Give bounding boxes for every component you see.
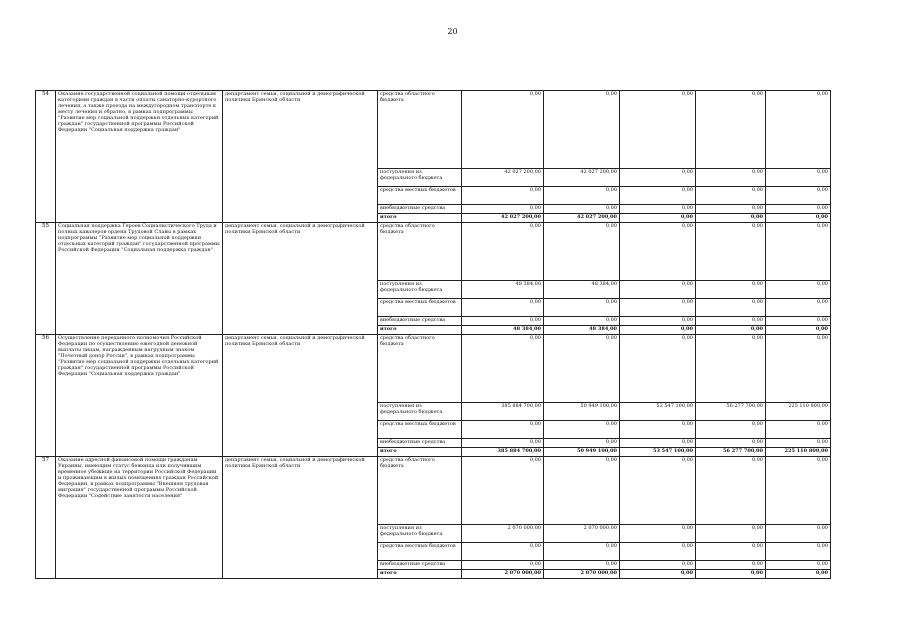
amount-cell: 0,00 xyxy=(766,317,831,326)
amount-cell: 56 277 700,00 xyxy=(696,448,766,457)
responsible-department: департамент семьи, социальной и демографической политики Брянской области xyxy=(223,457,378,579)
amount-cell: 0,00 xyxy=(696,570,766,579)
amount-cell: 0,00 xyxy=(696,223,766,281)
amount-cell: 0,00 xyxy=(766,326,831,335)
amount-cell: 0,00 xyxy=(620,223,696,281)
amount-cell: 0,00 xyxy=(696,326,766,335)
amount-cell: 0,00 xyxy=(544,205,620,214)
funding-source: поступления из федерального бюджета xyxy=(378,525,462,543)
responsible-department: департамент семьи, социальной и демографической политики Брянской области xyxy=(223,335,378,457)
funding-source: внебюджетные средства xyxy=(378,317,462,326)
funding-source: внебюджетные средства xyxy=(378,439,462,448)
funding-source: итого xyxy=(378,326,462,335)
amount-cell: 0,00 xyxy=(766,281,831,299)
page-number: 20 xyxy=(447,27,458,36)
amount-cell: 50 949 100,00 xyxy=(544,403,620,421)
item-number: 57 xyxy=(36,457,56,579)
amount-cell: 0,00 xyxy=(620,457,696,525)
table-row xyxy=(36,223,831,281)
funding-source: средства местных бюджетов xyxy=(378,421,462,439)
item-number: 56 xyxy=(36,335,56,457)
amount-cell: 0,00 xyxy=(544,421,620,439)
amount-cell: 2 070 000,00 xyxy=(544,570,620,579)
amount-cell: 0,00 xyxy=(620,214,696,223)
amount-cell: 0,00 xyxy=(544,335,620,403)
amount-cell: 385 884 700,00 xyxy=(462,448,544,457)
amount-cell: 0,00 xyxy=(696,561,766,570)
amount-cell: 0,00 xyxy=(544,187,620,205)
amount-cell: 0,00 xyxy=(766,457,831,525)
amount-cell: 0,00 xyxy=(696,421,766,439)
funding-source: средства областного бюджета xyxy=(378,335,462,403)
measure-name: Оказание государственной социальной помощи отдельным категориям граждан в части оплаты санаторно-курортного лечения, а также проезда на междугородном транспорте к месту лечения и обратно, в рамках подпрограммы "Развитие мер социальной поддержки отдельных категорий граждан" государственной программы Российской Федерации "Социальная поддержка граждан" xyxy=(56,91,223,223)
amount-cell: 0,00 xyxy=(696,317,766,326)
amount-cell: 0,00 xyxy=(696,439,766,448)
amount-cell: 225 110 800,00 xyxy=(766,403,831,421)
amount-cell: 0,00 xyxy=(766,223,831,281)
amount-cell: 0,00 xyxy=(620,439,696,448)
funding-source: внебюджетные средства xyxy=(378,561,462,570)
amount-cell: 0,00 xyxy=(620,281,696,299)
amount-cell: 0,00 xyxy=(766,561,831,570)
amount-cell: 0,00 xyxy=(462,205,544,214)
amount-cell: 0,00 xyxy=(544,317,620,326)
amount-cell: 56 277 700,00 xyxy=(696,403,766,421)
amount-cell: 0,00 xyxy=(696,299,766,317)
amount-cell: 53 547 100,00 xyxy=(620,448,696,457)
table-row xyxy=(36,457,831,525)
amount-cell: 0,00 xyxy=(696,335,766,403)
amount-cell: 385 884 700,00 xyxy=(462,403,544,421)
amount-cell: 0,00 xyxy=(544,91,620,169)
amount-cell: 0,00 xyxy=(696,281,766,299)
amount-cell: 0,00 xyxy=(620,91,696,169)
amount-cell: 0,00 xyxy=(544,439,620,448)
responsible-department: департамент семьи, социальной и демографической политики Брянской области xyxy=(223,91,378,223)
amount-cell: 48 384,00 xyxy=(462,326,544,335)
amount-cell: 0,00 xyxy=(462,317,544,326)
amount-cell: 0,00 xyxy=(696,525,766,543)
amount-cell: 0,00 xyxy=(544,543,620,561)
measure-name: Социальная поддержка Героев Социалистического Труда и полных кавалеров ордена Трудовой Славы в рамках подпрограммы "Развитие мер социальной поддержки отдельных категорий граждан" государственной программы Российской Федерации "Социальная поддержка граждан" xyxy=(56,223,223,335)
measure-name: Оказание адресной финансовой помощи гражданам Украины, имеющим статус беженца или получившим временное убежище на территории Российской Федерации и проживающим в жилых помещениях граждан Российской Федерации, в рамках подпрограммы "Внешняя трудовая миграция" государственной программы Российской Федерации "Содействие занятости населения" xyxy=(56,457,223,579)
amount-cell: 0,00 xyxy=(766,169,831,187)
amount-cell: 0,00 xyxy=(462,457,544,525)
funding-source: средства областного бюджета xyxy=(378,91,462,169)
amount-cell: 0,00 xyxy=(620,317,696,326)
amount-cell: 0,00 xyxy=(462,561,544,570)
amount-cell: 0,00 xyxy=(462,439,544,448)
amount-cell: 0,00 xyxy=(620,525,696,543)
amount-cell: 0,00 xyxy=(766,187,831,205)
amount-cell: 0,00 xyxy=(620,205,696,214)
funding-source: итого xyxy=(378,214,462,223)
funding-source: поступления из федерального бюджета xyxy=(378,169,462,187)
funding-source: средства местных бюджетов xyxy=(378,187,462,205)
funding-source: поступления из федерального бюджета xyxy=(378,281,462,299)
amount-cell: 0,00 xyxy=(766,91,831,169)
amount-cell: 0,00 xyxy=(620,169,696,187)
amount-cell: 225 110 800,00 xyxy=(766,448,831,457)
table-row xyxy=(36,91,831,169)
amount-cell: 0,00 xyxy=(696,187,766,205)
funding-source: средства областного бюджета xyxy=(378,457,462,525)
amount-cell: 0,00 xyxy=(620,543,696,561)
amount-cell: 0,00 xyxy=(766,421,831,439)
item-number: 54 xyxy=(36,91,56,223)
amount-cell: 0,00 xyxy=(462,223,544,281)
amount-cell: 0,00 xyxy=(696,543,766,561)
amount-cell: 0,00 xyxy=(766,570,831,579)
amount-cell: 2 070 000,00 xyxy=(544,525,620,543)
amount-cell: 0,00 xyxy=(620,561,696,570)
measure-name: Осуществление переданного полномочия Российской Федерации по осуществлению ежегодной денежной выплаты лицам, награжденным нагрудным знаком "Почетный донор России", в рамках подпрограммы "Развитие мер социальной поддержки отдельных категорий граждан" государственной программы Российской Федерации "Социальная поддержка граждан" xyxy=(56,335,223,457)
funding-source: средства местных бюджетов xyxy=(378,299,462,317)
amount-cell: 0,00 xyxy=(766,205,831,214)
amount-cell: 0,00 xyxy=(766,525,831,543)
amount-cell: 48 384,00 xyxy=(544,281,620,299)
responsible-department: департамент семьи, социальной и демографической политики Брянской области xyxy=(223,223,378,335)
amount-cell: 0,00 xyxy=(620,326,696,335)
amount-cell: 42 027 200,00 xyxy=(462,214,544,223)
amount-cell: 53 547 100,00 xyxy=(620,403,696,421)
amount-cell: 42 027 200,00 xyxy=(462,169,544,187)
amount-cell: 0,00 xyxy=(462,187,544,205)
amount-cell: 0,00 xyxy=(766,439,831,448)
funding-source: внебюджетные средства xyxy=(378,205,462,214)
amount-cell: 0,00 xyxy=(462,421,544,439)
amount-cell: 0,00 xyxy=(620,299,696,317)
amount-cell: 0,00 xyxy=(696,169,766,187)
amount-cell: 0,00 xyxy=(462,91,544,169)
funding-source: итого xyxy=(378,570,462,579)
item-number: 55 xyxy=(36,223,56,335)
amount-cell: 0,00 xyxy=(696,457,766,525)
amount-cell: 0,00 xyxy=(544,299,620,317)
amount-cell: 0,00 xyxy=(620,421,696,439)
amount-cell: 2 070 000,00 xyxy=(462,525,544,543)
budget-table xyxy=(35,90,831,579)
amount-cell: 0,00 xyxy=(766,299,831,317)
amount-cell: 0,00 xyxy=(620,570,696,579)
funding-source: итого xyxy=(378,448,462,457)
amount-cell: 0,00 xyxy=(766,335,831,403)
table-row xyxy=(36,335,831,403)
amount-cell: 0,00 xyxy=(696,214,766,223)
amount-cell: 0,00 xyxy=(462,335,544,403)
amount-cell: 0,00 xyxy=(766,543,831,561)
amount-cell: 0,00 xyxy=(544,223,620,281)
funding-source: средства местных бюджетов xyxy=(378,543,462,561)
amount-cell: 2 070 000,00 xyxy=(462,570,544,579)
amount-cell: 42 027 200,00 xyxy=(544,214,620,223)
funding-source: поступления из федерального бюджета xyxy=(378,403,462,421)
amount-cell: 0,00 xyxy=(620,335,696,403)
amount-cell: 0,00 xyxy=(462,299,544,317)
amount-cell: 0,00 xyxy=(544,457,620,525)
amount-cell: 0,00 xyxy=(766,214,831,223)
amount-cell: 42 027 200,00 xyxy=(544,169,620,187)
amount-cell: 0,00 xyxy=(696,205,766,214)
amount-cell: 50 949 100,00 xyxy=(544,448,620,457)
amount-cell: 0,00 xyxy=(696,91,766,169)
amount-cell: 0,00 xyxy=(620,187,696,205)
funding-source: средства областного бюджета xyxy=(378,223,462,281)
amount-cell: 0,00 xyxy=(462,543,544,561)
amount-cell: 0,00 xyxy=(544,561,620,570)
amount-cell: 48 384,00 xyxy=(462,281,544,299)
amount-cell: 48 384,00 xyxy=(544,326,620,335)
